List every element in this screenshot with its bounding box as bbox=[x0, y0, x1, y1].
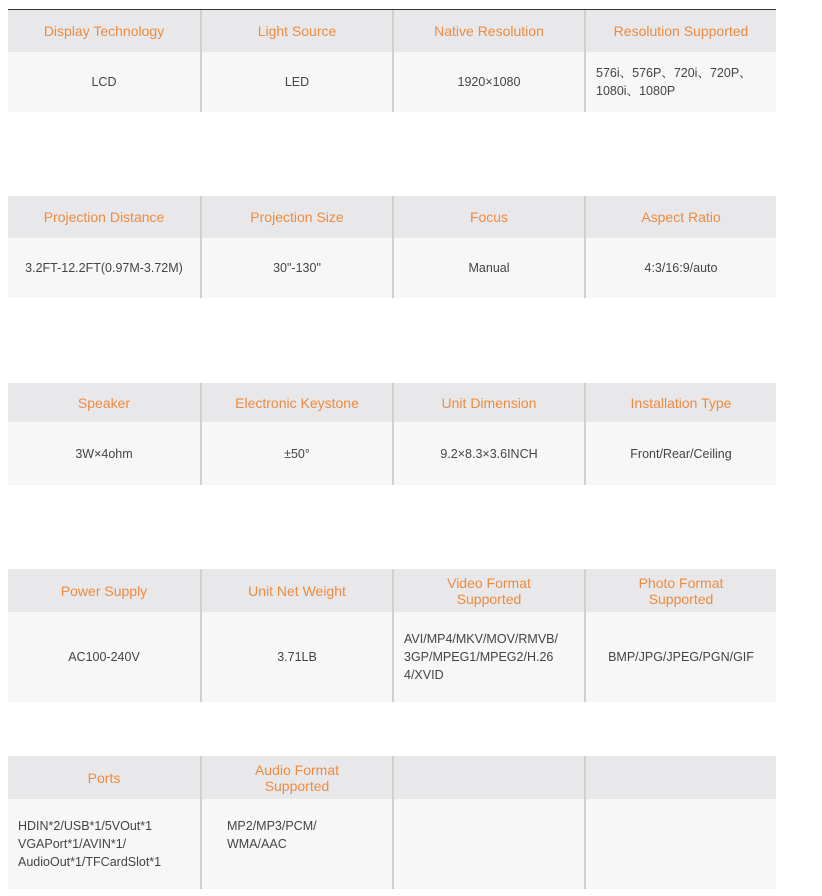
spec-header-row bbox=[8, 756, 776, 799]
spec-header-cell bbox=[584, 756, 776, 799]
spec-header-cell: Projection Distance bbox=[43, 209, 165, 225]
spec-value-cell: AC100-240V bbox=[68, 650, 140, 664]
spec-header-cell: Unit Net Weight bbox=[200, 569, 392, 612]
spec-header-cell: Unit Dimension bbox=[392, 383, 584, 422]
spec-header-cell: Projection Size bbox=[200, 196, 392, 238]
spec-value-cell bbox=[584, 799, 776, 889]
spec-header-row bbox=[8, 10, 776, 52]
spec-header-row bbox=[8, 569, 776, 612]
spec-value-row bbox=[8, 238, 776, 298]
spec-value-cell: AVI/MP4/MKV/MOV/RMVB/3GP/MPEG1/MPEG2/H.264/XVID bbox=[392, 612, 584, 702]
spec-header-cell: Aspect Ratio bbox=[584, 196, 776, 238]
spec-header-cell: Light Source bbox=[200, 10, 392, 52]
spec-value-cell: LCD bbox=[91, 75, 117, 89]
spec-table bbox=[8, 383, 776, 485]
spec-header-cell: Power Supply bbox=[60, 582, 148, 599]
spec-header-cell: Video Format Supported bbox=[392, 569, 584, 612]
spec-value-cell: MP2/MP3/PCM/ WMA/AAC bbox=[200, 799, 392, 889]
spec-header-cell: Native Resolution bbox=[392, 10, 584, 52]
spec-value-row bbox=[8, 799, 776, 889]
spec-value-cell: 9.2×8.3×3.6INCH bbox=[392, 422, 584, 485]
spec-header-cell: Resolution Supported bbox=[584, 10, 776, 52]
spec-header-cell: Electronic Keystone bbox=[200, 383, 392, 422]
spec-value-cell: Front/Rear/Ceiling bbox=[584, 422, 776, 485]
spec-table bbox=[8, 569, 776, 702]
spec-header-cell bbox=[392, 756, 584, 799]
spec-header-cell: Ports bbox=[87, 769, 121, 786]
spec-value-row bbox=[8, 612, 776, 702]
spec-value-cell: HDIN*2/USB*1/5VOut*1 VGAPort*1/AVIN*1/ AudioOut*1/TFCardSlot*1 bbox=[18, 819, 162, 869]
spec-value-cell: LED bbox=[200, 52, 392, 112]
spec-table bbox=[8, 196, 776, 298]
spec-table bbox=[8, 10, 776, 112]
spec-header-cell: Photo Format Supported bbox=[584, 569, 776, 612]
spec-value-cell: Manual bbox=[392, 238, 584, 298]
spec-header-row bbox=[8, 383, 776, 422]
spec-value-cell: 30"-130" bbox=[200, 238, 392, 298]
spec-value-cell: 4:3/16:9/auto bbox=[584, 238, 776, 298]
spec-header-row bbox=[8, 196, 776, 238]
spec-value-row bbox=[8, 422, 776, 485]
spec-value-cell bbox=[392, 799, 584, 889]
spec-table bbox=[8, 756, 776, 889]
spec-value-cell: 3W×4ohm bbox=[75, 446, 133, 461]
spec-header-cell: Speaker bbox=[77, 394, 131, 411]
spec-value-cell: 3.2FT-12.2FT(0.97M-3.72M) bbox=[25, 261, 183, 275]
spec-header-cell: Audio Format Supported bbox=[200, 756, 392, 799]
spec-value-cell: 576i、576P、720i、720P、1080i、1080P bbox=[584, 52, 776, 112]
spec-value-cell: BMP/JPG/JPEG/PGN/GIF bbox=[584, 612, 776, 702]
spec-value-cell: ±50° bbox=[200, 422, 392, 485]
spec-header-cell: Display Technology bbox=[43, 23, 165, 39]
spec-value-cell: 3.71LB bbox=[200, 612, 392, 702]
spec-header-cell: Installation Type bbox=[584, 383, 776, 422]
spec-value-cell: 1920×1080 bbox=[392, 52, 584, 112]
spec-value-row bbox=[8, 52, 776, 112]
spec-header-cell: Focus bbox=[392, 196, 584, 238]
